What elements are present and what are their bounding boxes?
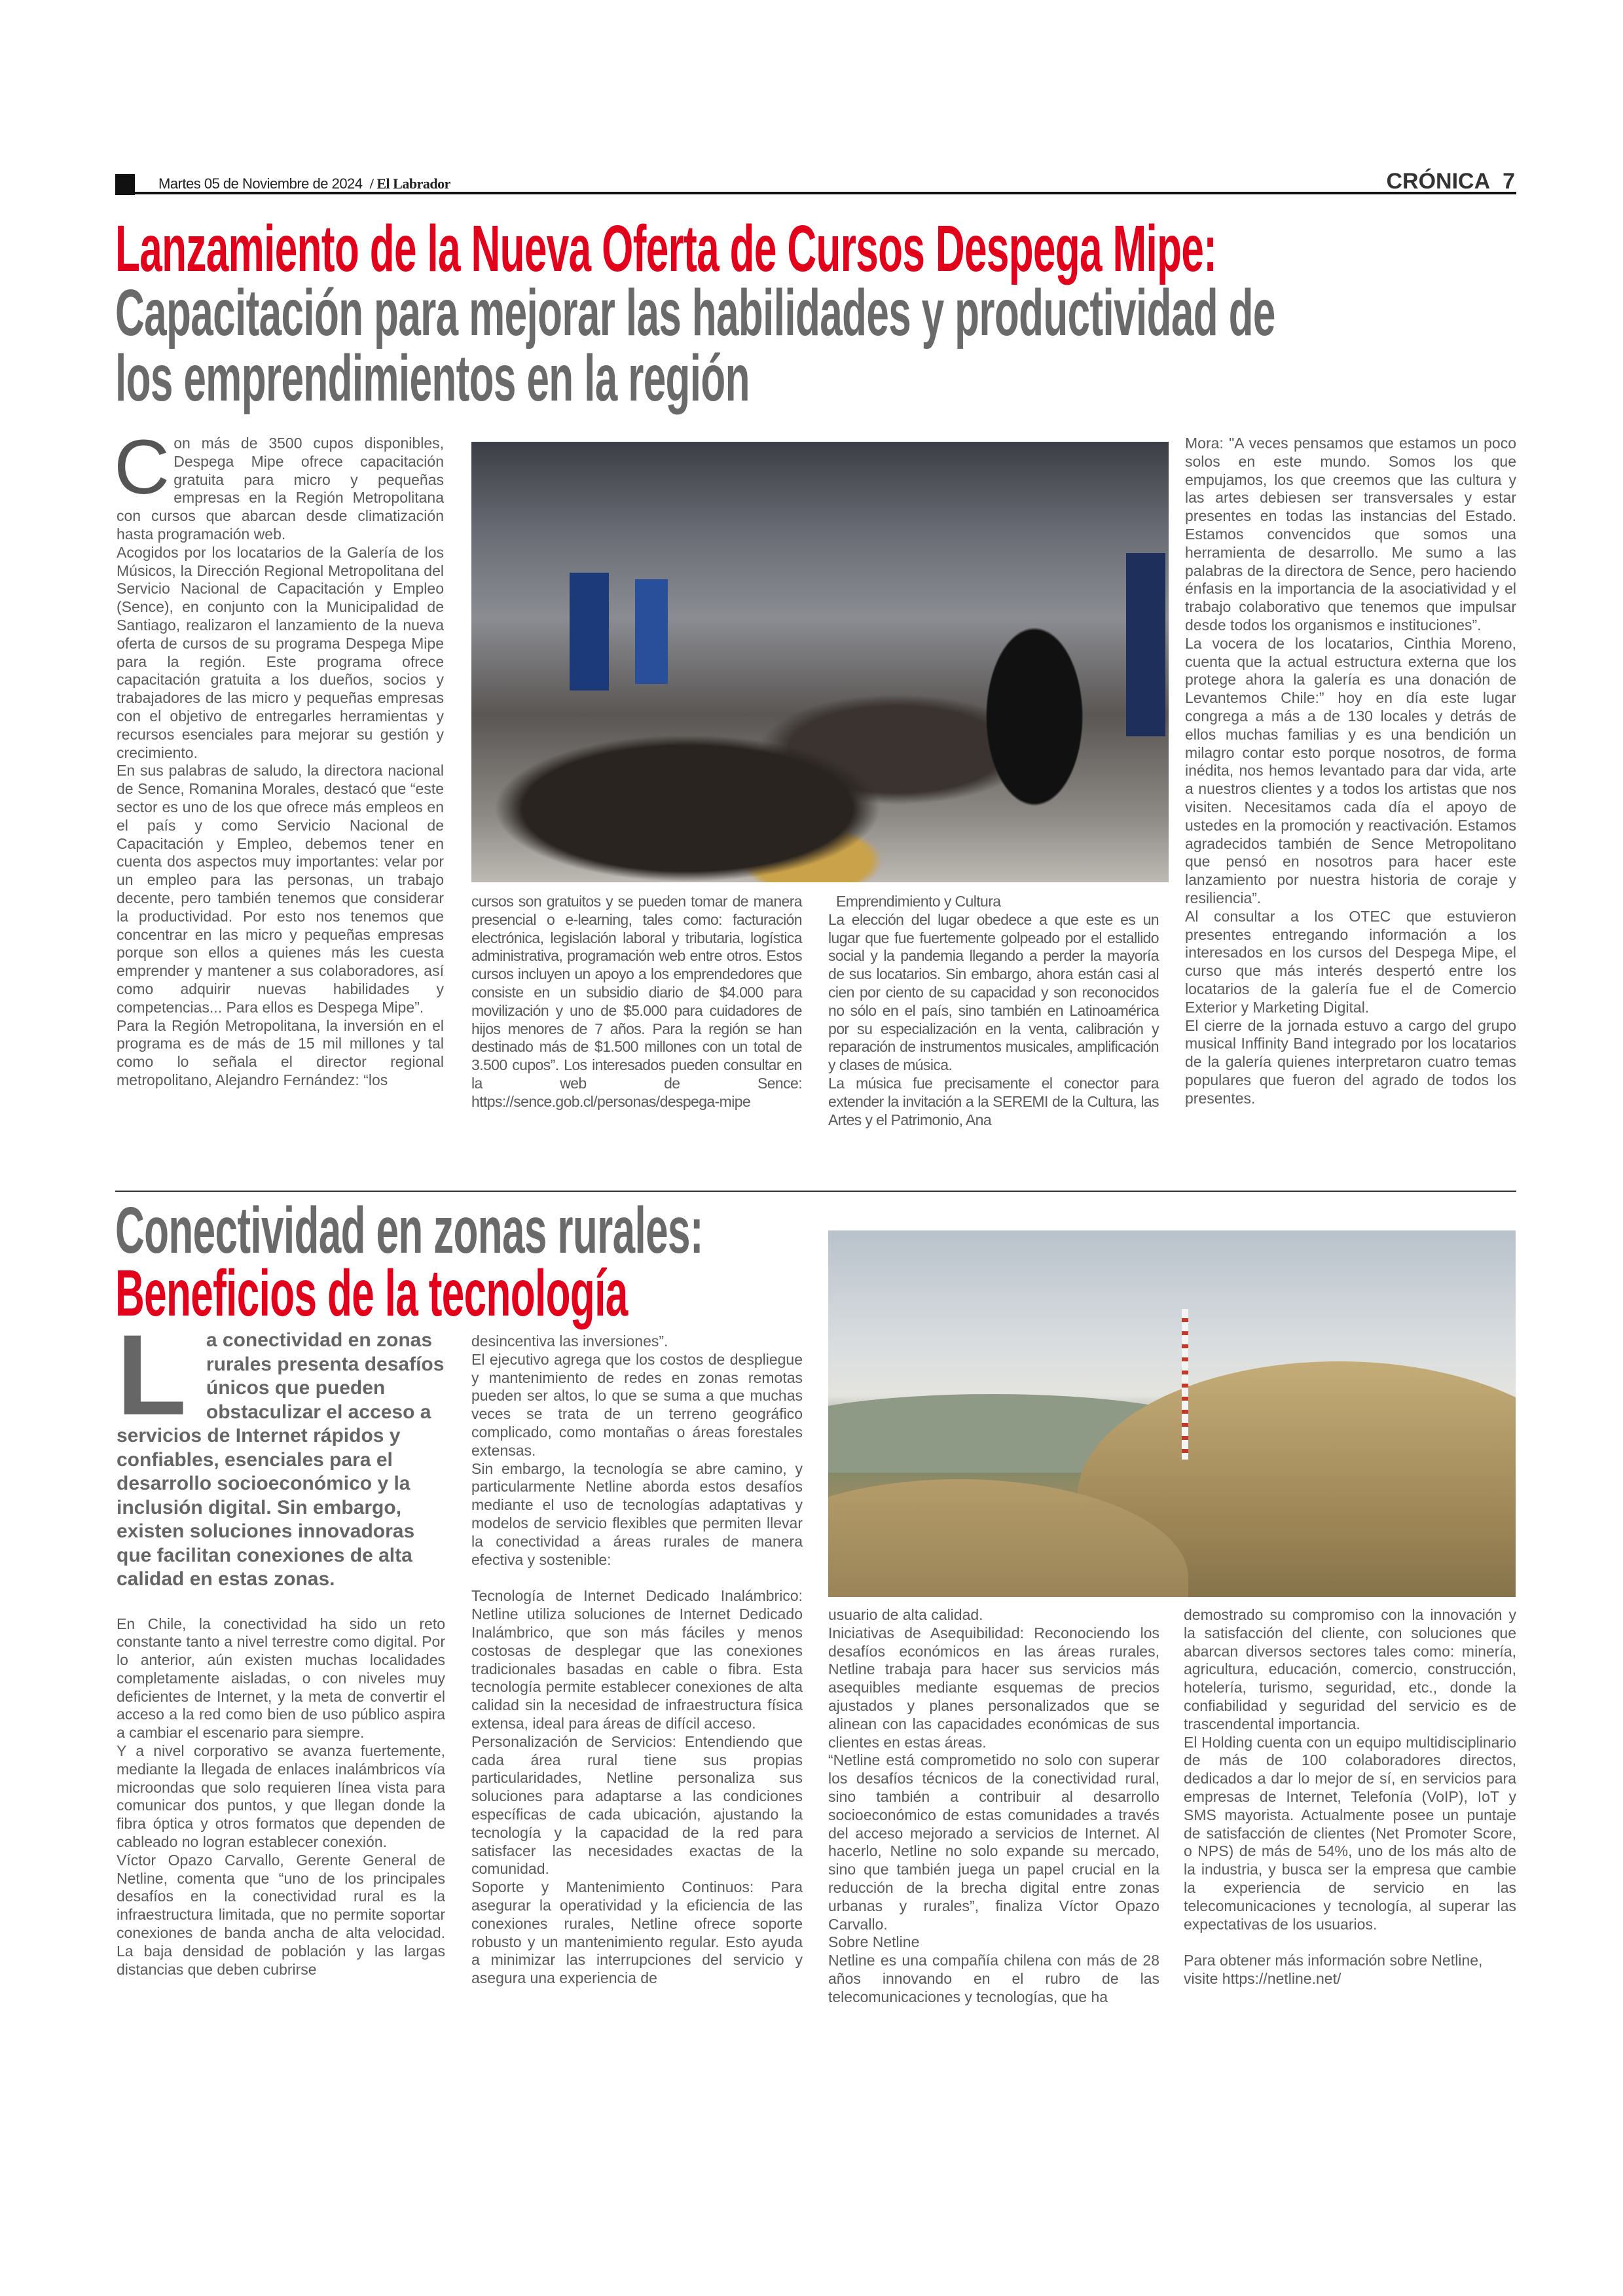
paragraph: Personalización de Servicios: Entendiendo que cada área rural tiene sus propias particularidades, Netline personaliza sus soluciones para adaptarse a las condiciones específicas de cada ubicación, ajustando la tecnología y la capacidad de la red para satisfacer las necesidades exactas de la comunidad.: [471, 1732, 803, 1878]
paragraph: desincentiva las inversiones”.: [471, 1333, 668, 1350]
section-label: [1387, 169, 1516, 194]
paragraph: La música fue precisamente el conector para extender la invitación a la SEREMI de la Cultura, las Artes y el Patrimonio, Ana: [828, 1074, 1159, 1128]
paragraph: Acogidos por los locatarios de la Galería de los Músicos, la Dirección Regional Metropolitana del Servicio Nacional de Capacitación y Empleo (Sence), en conjunto con la Municipalidad de Santiago, realizaron el lanzamiento de la nueva oferta de cursos de su programa Despega Mipe para la región. Este programa ofrece capacitación gratuita a los dueños, socios y trabajadores de las micro y pequeñas empresas con el objetivo de entregarles herramientas y recursos esenciales para mejorar su gestión y crecimiento.: [117, 543, 444, 761]
rural-landscape-photo: [828, 1230, 1516, 1597]
top-headline-gray-line2: los emprendimientos en la región: [115, 342, 750, 415]
paragraph: Soporte y Mantenimiento Continuos: Para asegurar la operatividad y la eficiencia de las conexiones rurales, Netline ofrece soporte robusto y un mantenimiento regular. Esto ayuda a minimizar las interrupciones del servicio y asegura una experiencia de: [471, 1878, 803, 1987]
paragraph: usuario de alta calidad.: [828, 1606, 983, 1623]
header-dateline: [158, 175, 450, 192]
paragraph: La vocera de los locatarios, Cinthia Moreno, cuenta que la actual estructura externa que los protege ahora la galería es una donación de Levantemos Chile:” hoy en día este lugar congrega a más a de 130 locales y detrás de ellos muchas familias y es una bendición un milagro contar esto porque nosotros, de forma inédita, nos hemos levantado para dar vida, arte a nuestros clientes y a todos los artistas que nos visiten. Necesitamos cada día el apoyo de ustedes en la promoción y reactivación. Estamos agradecidos también de Sence Metropolitano que pensó en nosotros para hacer este lanzamiento por nuestra historia de coraje y resiliencia”.: [1185, 634, 1516, 906]
paragraph: Para la Región Metropolitana, la inversión en el programa es de más de 15 mil millones y tal como lo señala el director regional metropolitano, Alejandro Fernández: “los: [117, 1016, 444, 1088]
bottom-headline-red: Beneficios de la tecnología: [115, 1257, 628, 1330]
header-marker: [115, 174, 135, 195]
top-article-column-3: [828, 893, 1159, 1129]
bottom-article-column-2: [471, 1333, 803, 1988]
paragraph: “Netline está comprometido no solo con superar los desafíos técnicos de la conectividad rural, sino también a contribuir al desarrollo socioeconómico de estas comunidades a través del acceso mejorado a servicios de Internet. Al hacerlo, Netline no solo expande su mercado, sino que también juega un papel crucial en la reducción de la brecha digital entre zonas urbanas y rurales”, finaliza Víctor Opazo Carvallo.: [828, 1751, 1159, 1933]
paragraph: Sin embargo, la tecnología se abre camino, y particularmente Netline aborda estos desafíos mediante el uso de tecnologías adaptativas y modelos de servicio flexibles que permiten llevar la conectividad a áreas rurales de manera efectiva y sostenible:: [471, 1460, 803, 1568]
page-number: 7: [1503, 169, 1515, 194]
paragraph: El cierre de la jornada estuvo a cargo del grupo musical Inffinity Band integrado por los locatarios de la galería quienes interpretaron cuatro temas populares que fueron del agrado de todos los presentes.: [1185, 1016, 1516, 1107]
paragraph-text: on más de 3500 cupos disponibles, Despega Mipe ofrece capacitación gratuita para micro y pequeñas empresas en la Región Metropolitana con cursos que abarcan desde climatización hasta programación web.: [117, 435, 444, 543]
paragraph: Netline es una compañía chilena con más de 28 años innovando en el rubro de las telecomunicaciones y tecnologías, que ha: [828, 1952, 1159, 2005]
top-headline-gray-line1: Capacitación para mejorar las habilidades y productividad de: [115, 276, 1275, 350]
bottom-article-column-4: [1184, 1606, 1516, 1988]
paragraph: Víctor Opazo Carvallo, Gerente General de Netline, comenta que “uno de los principales desafíos en la conectividad rural es la infraestructura limitada, que no permite soportar conexiones de banda ancha de alta velocidad. La baja densidad de población y las largas distancias que deben cubrirse: [117, 1851, 445, 1978]
paragraph: Mora: "A veces pensamos que estamos un poco solos en este mundo. Somos los que empujamos, los que creemos que las cultura y las artes debiesen ser transversales y estar presentes en todas las instancias del Estado. Estamos convencidos que somos una herramienta de desarrollo. Me sumo a las palabras de la directora de Sence, pero haciendo énfasis en la importancia de la asociatividad y el trabajo colaborativo que tenemos que impulsar desde todos los organismos e instituciones”.: [1185, 435, 1516, 634]
paragraph: [114, 424, 444, 544]
bottom-headline-gray: Conectividad en zonas rurales:: [115, 1194, 703, 1267]
telecom-tower: [1182, 1309, 1188, 1460]
photo-banner: [1126, 553, 1165, 736]
lead-text: a conectividad en zonas rurales presenta desafíos únicos que pueden obstaculizar el acceso a servicios de Internet rápidos y confiables, esenciales para el desarrollo socioeconómico y la inclusión digital. Sin embargo, existen soluciones innovadoras que facilitan conexiones de alta calidad en estas zonas.: [117, 1329, 445, 1590]
paragraph: En sus palabras de saludo, la directora nacional de Sence, Romanina Morales, destacó que “este sector es uno de los que ofrece más empleos en el país y como Servicio Nacional de Capacitación y Empleo, debemos tener en cuenta dos aspectos muy importantes: velar por un empleo para las personas, un trabajo decente, pero también tenemos que considerar la productividad. Por esto nos tenemos que concentrar en las micro y pequeñas empresas porque son ellos a quienes más les cuesta emprender y mantener a sus colaboradores, así como adquirir nuevas habilidades y competencias... Para ellos es Despega Mipe”.: [117, 762, 444, 1016]
paragraph: El Holding cuenta con un equipo multidisciplinario de más de 100 colaboradores directos, dedicados a dar lo mejor de sí, en servicios para empresas de Internet, Telefonía (VoIP), IoT y SMS mayorista. Actualmente posee un puntaje de satisfacción de clientes (Net Promoter Score, o NPS) de más de 54%, uno de los más alto de la industria, y busca ser la empresa que cambie la experiencia de servicio en las telecomunicaciones y tecnología, al superar las expectativas de los usuarios.: [1184, 1733, 1516, 1933]
paragraph: demostrado su compromiso con la innovación y la satisfacción del cliente, con soluciones que abarcan diversos sectores tales como: minería, agricultura, educación, comercio, construcción, hotelería, turismo, seguridad, etc., donde la confiabilidad y seguridad del servicio es de trascendental importancia.: [1184, 1606, 1516, 1732]
section-name: CRÓNICA: [1386, 169, 1491, 194]
subheading: Sobre Netline: [828, 1933, 920, 1951]
paragraph: Y a nivel corporativo se avanza fuertemente, mediante la llegada de enlaces inalámbricos vía microondas que solo requieren línea vista para comunicar dos puntos, y que llegan donde la fibra óptica y otros formatos que dependen de cableado no logran establecer conexión.: [117, 1742, 445, 1851]
top-headline-red: Lanzamiento de la Nueva Oferta de Cursos Despega Mipe:: [115, 212, 1217, 285]
subheading: Emprendimiento y Cultura: [836, 893, 1001, 910]
paragraph: El ejecutivo agrega que los costos de despliegue y mantenimiento de redes en zonas remotas pueden ser altos, lo que se suma a que muchas veces se trata de un terreno geográfico complicado, como montañas o áreas forestales extensas.: [471, 1350, 803, 1459]
drop-cap: C: [114, 424, 170, 511]
photo-banner: [635, 579, 668, 684]
bottom-article-column-1: [117, 1312, 445, 1979]
paragraph: cursos son gratuitos y se pueden tomar de manera presencial o e-learning, tales como: facturación electrónica, legislación laboral y tributaria, logística administrativa, programación web entre otros. Estos cursos incluyen un apoyo a los emprendedores que consiste en un subsidio diario de $4.000 para movilización y uno de $5.000 para cuidadores de hijos menores de 7 años. Para la región se han destinado más de $1.500 millones con un total de 3.500 cupos”. Los interesados pueden consultar en la web de Sence: https://sence.gob.cl/personas/despega-mipe: [471, 893, 802, 1110]
lead-paragraph: [117, 1312, 445, 1592]
article-divider: [115, 1191, 1516, 1192]
website-note: Para obtener más información sobre Netline, visite https://netline.net/: [1184, 1952, 1483, 1988]
top-article-column-4: [1185, 435, 1516, 1107]
bottom-article-column-3: [828, 1606, 1159, 2007]
paragraph: La elección del lugar obedece a que este es un lugar que fue fuertemente golpeado por el estallido social y la pandemia llegando a perder la mayoría de sus locatarios. Sin embargo, ahora están casi al cien por ciento de su capacidad y son reconocidos no sólo en el país, sino también en Latinoamérica por su especialización en la venta, calibración y reparación de instrumentos musicales, amplificación y clases de música.: [828, 910, 1159, 1074]
drop-cap: L: [117, 1312, 187, 1439]
top-article-column-2: [471, 893, 802, 1111]
paragraph: En Chile, la conectividad ha sido un reto constante tanto a nivel terrestre como digital. Por lo anterior, aún existen muchas localidades completamente aisladas, o con niveles muy deficientes de Internet, y la meta de convertir el acceso a la red como bien de uso público aspira a cambiar el escenario para siempre.: [117, 1615, 445, 1742]
paragraph: Tecnología de Internet Dedicado Inalámbrico: Netline utiliza soluciones de Internet Dedicado Inalámbrico, que son más fáciles y menos costosas de desplegar que las conexiones tradicionales basadas en cable o fibra. Esta tecnología permite establecer conexiones de alta calidad sin la necesidad de infraestructura física extensa, ideal para áreas de difícil acceso.: [471, 1587, 803, 1732]
paragraph: Al consultar a los OTEC que estuvieron presentes entregando información a los interesados en los cursos del Despega Mipe, el curso que más interés despertó entre los locatarios de la galería fue el de Comercio Exterior y Marketing Digital.: [1185, 907, 1516, 1016]
publication-name: / El Labrador: [369, 175, 450, 192]
issue-date: Martes 05 de Noviembre de 2024: [158, 175, 363, 192]
paragraph: Iniciativas de Asequibilidad: Reconociendo los desafíos económicos en las áreas rurales, Netline trabaja para hacer sus servicios más asequibles mediante esquemas de precios ajustados y planes personalizados que se alinean con las capacidades económicas de sus clientes en estas áreas.: [828, 1624, 1159, 1751]
event-photo: [471, 442, 1169, 882]
photo-banner: [570, 573, 609, 691]
top-article-column-1: [114, 424, 444, 1090]
